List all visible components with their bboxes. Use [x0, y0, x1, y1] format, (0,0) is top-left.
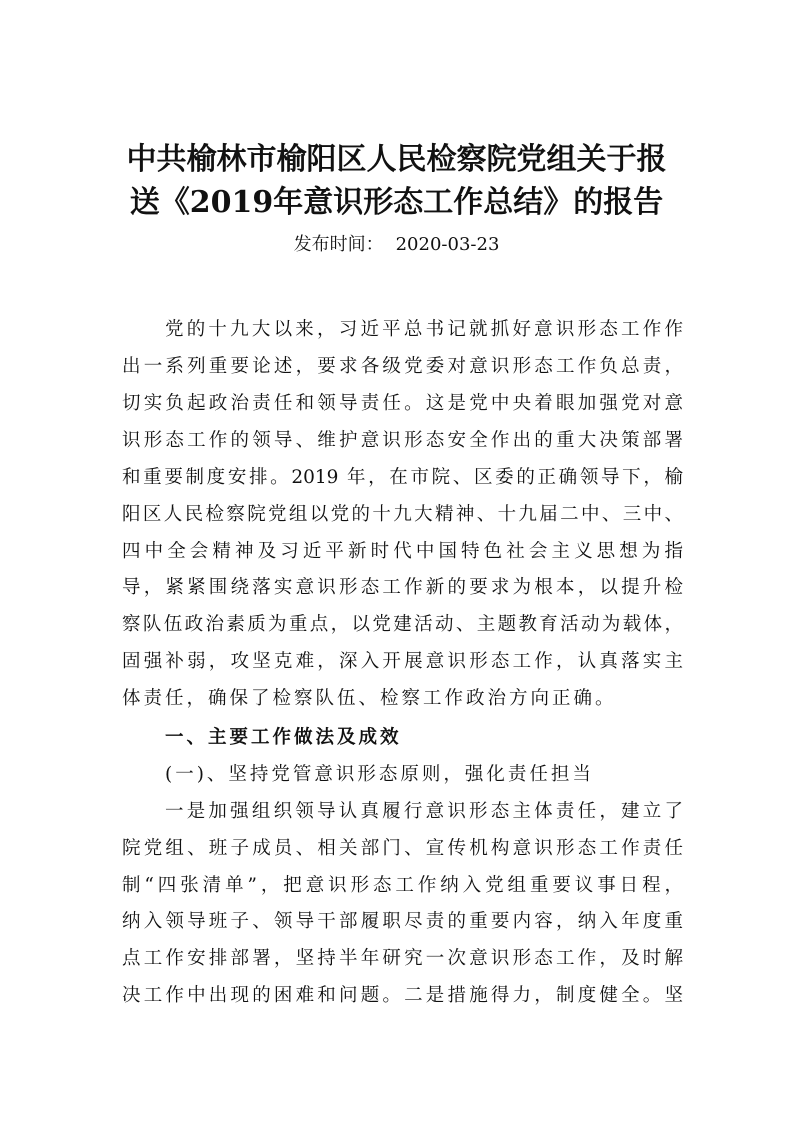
body-text-line: 和重要制度安排。2019 年，在市院、区委的正确领导下，榆: [122, 467, 683, 488]
body-text-line: 出一系列重要论述，要求各级党委对意识形态工作负总责，: [122, 356, 683, 377]
document-title-line-2: 送《2019年意识形态工作总结》的报告: [129, 185, 664, 220]
body-text-line: 点工作安排部署，坚持半年研究一次意识形态工作，及时解: [122, 948, 683, 969]
body-text-line: 决工作中出现的困难和问题。二是措施得力，制度健全。坚: [122, 985, 683, 1006]
body-text-line: 固强补弱，攻坚克难，深入开展意识形态工作，认真落实主: [122, 651, 683, 672]
body-text-line: 纳入领导班子、领导干部履职尽责的重要内容，纳入年度重: [122, 911, 683, 932]
body-text-line: 一是加强组织领导认真履行意识形态主体责任，建立了: [165, 801, 683, 822]
body-text-line: 阳区人民检察院党组以党的十九大精神、十九届二中、三中、: [122, 504, 683, 525]
body-text-line: 识形态工作的领导、维护意识形态安全作出的重大决策部署: [122, 430, 683, 451]
publish-info: [0, 230, 793, 256]
body-text-line: 体责任，确保了检察队伍、检察工作政治方向正确。: [122, 688, 617, 709]
body-text-line: 制“四张清单”，把意识形态工作纳入党组重要议事日程，: [122, 875, 683, 896]
publish-label: 发布时间：: [293, 234, 384, 255]
publish-date: 2020-03-23: [395, 234, 500, 255]
body-text-line: 切实负起政治责任和领导责任。这是党中央着眼加强党对意: [122, 393, 683, 414]
body-text-line: 导，紧紧围绕落实意识形态工作新的要求为根本，以提升检: [122, 577, 683, 598]
body-text-line: 党的十九大以来，习近平总书记就抓好意识形态工作作: [165, 319, 683, 340]
subsection-heading: (一)、坚持党管意识形态原则，强化责任担当: [165, 764, 594, 785]
document-title-line-1: 中共榆林市榆阳区人民检察院党组关于报: [126, 142, 667, 177]
body-text-line: 察队伍政治素质为重点，以党建活动、主题教育活动为载体，: [122, 614, 683, 635]
section-heading: 一、主要工作做法及成效: [165, 727, 402, 748]
body-text-line: 四中全会精神及习近平新时代中国特色社会主义思想为指: [122, 541, 683, 562]
body-text-line: 院党组、班子成员、相关部门、宣传机构意识形态工作责任: [122, 838, 683, 859]
